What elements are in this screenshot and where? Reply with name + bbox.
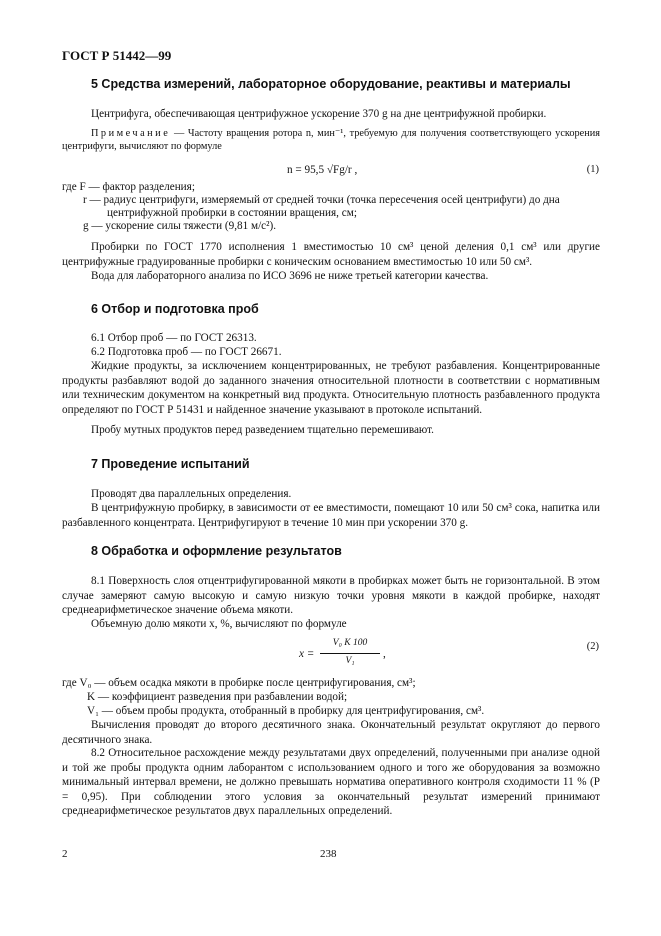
s6-paragraph-2: Пробу мутных продуктов перед разведением тщательно перемешивают. (91, 424, 434, 436)
section-6-title: 6 Отбор и подготовка проб (91, 302, 259, 316)
section-5-title: 5 Средства измерений, лабораторное оборудование, реактивы и материалы (91, 77, 571, 91)
where-V1: V₁ — объем пробы продукта, отобранный в пробирку для центрифугирования, см³. (87, 705, 485, 717)
formula-2-number: (2) (586, 641, 599, 652)
where-V0: где V₀ — объем осадка мякоти в пробирке после центрифугирования, см³; (62, 677, 416, 689)
formula-2-lhs: x = (299, 648, 315, 660)
s8-paragraph-4: 8.2 Относительное расхождение между результатами двух определений, полученными при анализе одной и той же пробы продукта одним лаборантом с использованием одного и того же оборудования за возможно минимальный интервал времени, не должно превышать норматива оперативного контроля сходимости 11 % (P = 0,95). При соблюдении этого условия за окончательный результат измерений принимают среднеарифметическое результатов двух параллельных определений. (62, 747, 600, 818)
s5-paragraph-3: Вода для лабораторного анализа по ИСО 3696 не ниже третьей категории качества. (91, 270, 489, 282)
s5-paragraph-2: Пробирки по ГОСТ 1770 исполнения 1 вместимостью 10 см³ ценой деления 0,1 см³ или другие центрифужные градуированные пробирки с коническим основанием вместимостью 10 или 50 см³. (62, 241, 600, 268)
s7-paragraph-1: Проводят два параллельных определения. (91, 488, 292, 500)
document-id: ГОСТ Р 51442—99 (62, 48, 172, 63)
section-8-title: 8 Обработка и оформление результатов (91, 544, 342, 558)
s5-paragraph-1: Центрифуга, обеспечивающая центрифужное ускорение 370 g на дне центрифужной пробирки. (91, 108, 547, 120)
s8-paragraph-2: Объемную долю мякоти x, %, вычисляют по формуле (91, 618, 347, 630)
where-r-2: центрифужной пробирки в состоянии вращения, см; (107, 207, 357, 219)
fraction-bar (320, 653, 380, 654)
where-g: g — ускорение силы тяжести (9,81 м/с²). (83, 220, 277, 232)
formula-2-tail: , (383, 648, 386, 660)
s8-paragraph-1: 8.1 Поверхность слоя отцентрифугированной мякоти в пробирках может быть не горизонтальной. В этом случае замеряют самую высокую и самую низкую точки уровня мякоти в каждой пробирке, находят среднеарифметическое значение объема мякоти. (62, 575, 600, 617)
s6-item-1: 6.1 Отбор проб — по ГОСТ 26313. (91, 332, 257, 344)
page-number-left: 2 (62, 848, 68, 860)
s8-paragraph-3: Вычисления проводят до второго десятичного знака. Окончательный результат округляют до первого десятичного знака. (62, 719, 600, 746)
note-label: Примечание (91, 128, 171, 139)
page-number-center: 238 (320, 848, 337, 860)
s5-note (62, 127, 600, 154)
s6-paragraph-1: Жидкие продукты, за исключением концентрированных, не требуют разбавления. Концентрированные продукты разбавляют водой до заданного значения относительной плотности в соответствии с нормативным или техническим документом на конкретный вид продукта. Относительную плотность разбавленного продукта определяют по ГОСТ Р 51431 и найденное значение указывают в протоколе испытаний. (62, 360, 600, 416)
note-text: — Частоту вращения ротора n, мин⁻¹, требуемую для получения соответствующего ускорения центрифуги, вычисляют по формуле (62, 128, 600, 153)
where-F: где F — фактор разделения; (62, 181, 195, 193)
s6-item-2: 6.2 Подготовка проб — по ГОСТ 26671. (91, 346, 282, 358)
formula-2-denominator: V₁ (345, 656, 355, 666)
formula-2-fraction (320, 638, 380, 672)
formula-1: n = 95,5 √Fg/r , (287, 164, 358, 176)
formula-1-number: (1) (586, 164, 599, 175)
where-r-1: r — радиус центрифуги, измеряемый от средней точки (точка пересечения осей центрифуги) до дна (83, 194, 560, 206)
s7-paragraph-2: В центрифужную пробирку, в зависимости от ее вместимости, помещают 10 или 50 см³ сока, напитка или разбавленного концентрата. Центрифугируют в течение 10 мин при ускорении 370 g. (62, 502, 600, 529)
where-K: K — коэффициент разведения при разбавлении водой; (87, 691, 348, 703)
formula-2-numerator: V₀ K 100 (332, 638, 368, 648)
section-7-title: 7 Проведение испытаний (91, 457, 250, 471)
